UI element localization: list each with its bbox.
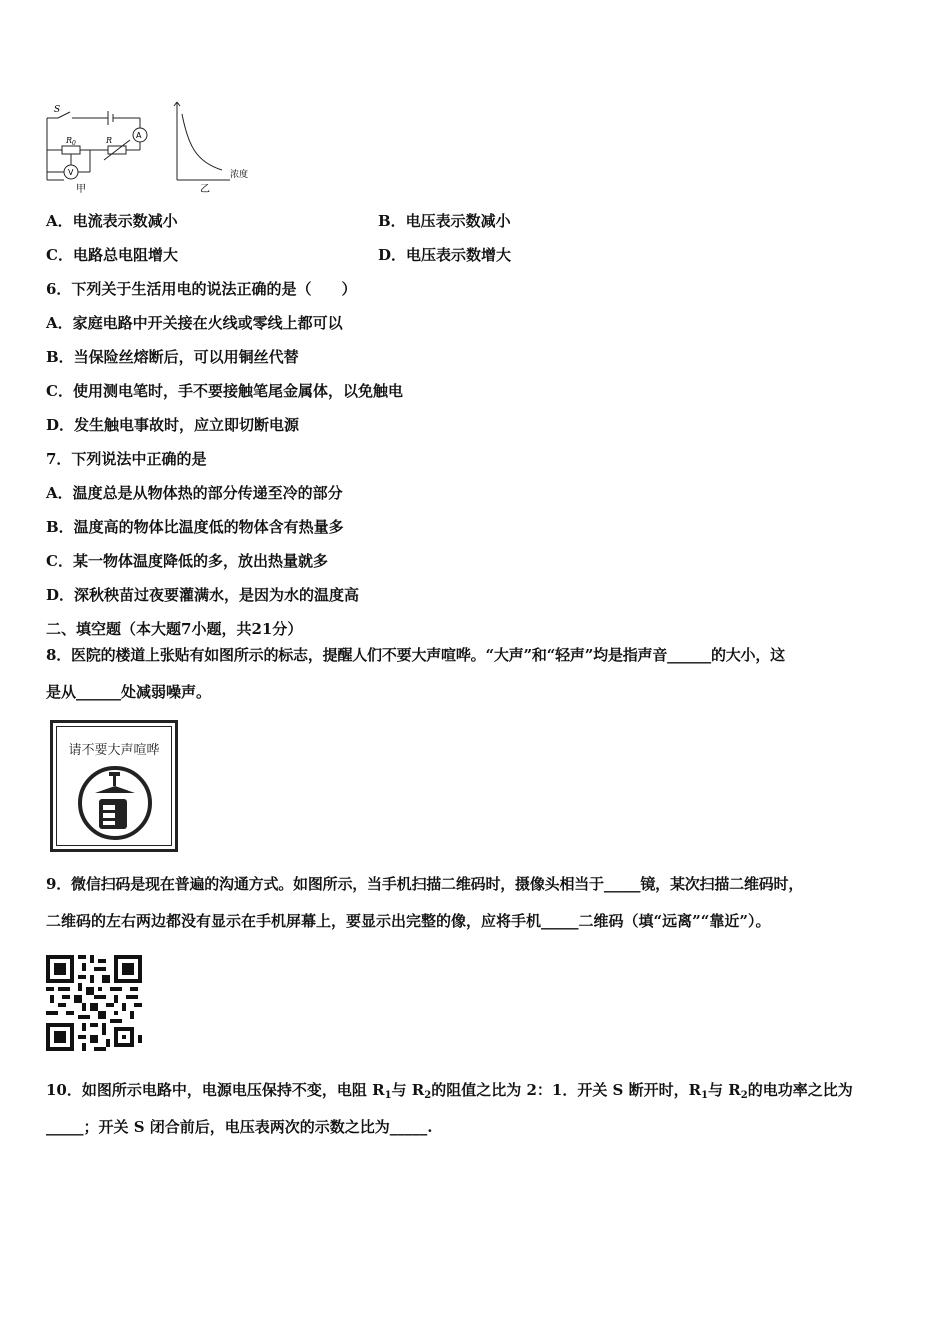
q9-line-1: 9．微信扫码是现在普遍的沟通方式。如图所示，当手机扫描二维码时，摄像头相当于_____镜，某次扫描二维码时， [46, 875, 804, 893]
quiet-sign-figure [50, 720, 178, 852]
q5-option-d: D．电压表示数增大 [378, 246, 512, 264]
q6-stem: 6．下列关于生活用电的说法正确的是（ ） [46, 280, 357, 298]
concentration-graph-figure [170, 100, 260, 195]
figure-yi-label: 乙 [200, 184, 210, 195]
qr-code-figure [46, 955, 142, 1051]
figure-jia-label: 甲 [76, 184, 86, 195]
q6-option-d: D．发生触电事故时，应立即切断电源 [46, 416, 300, 434]
q6-option-a: A．家庭电路中开关接在火线或零线上都可以 [46, 314, 343, 332]
circuit-diagram-figure [40, 100, 160, 195]
quiet-sign-icon [69, 763, 161, 843]
switch-label: S [54, 105, 61, 115]
q7-option-d: D．深秋秧苗过夜要灌满水，是因为水的温度高 [46, 586, 360, 604]
q5-option-c: C．电路总电阻增大 [46, 246, 178, 264]
q5-option-b: B．电压表示数减小 [378, 212, 511, 230]
q6-option-c: C．使用测电笔时，手不要接触笔尾金属体，以免触电 [46, 382, 403, 400]
q6-option-b: B．当保险丝熔断后，可以用铜丝代替 [46, 348, 299, 366]
q10-line-1: 10．如图所示电路中，电源电压保持不变，电阻 $R_1$与 $R_2$的阻值之比为 2：1．开关 S 断开时，$R_1$与 $R_2$的电功率之比为 [46, 1081, 853, 1101]
q8-line-2: 是从______处减弱噪声。 [46, 683, 212, 701]
q7-option-c: C．某一物体温度降低的多，放出热量就多 [46, 552, 328, 570]
r-label: R [106, 136, 113, 145]
voltmeter-label: V [68, 168, 74, 177]
q5-option-a: A．电流表示数减小 [46, 212, 178, 230]
ammeter-label: A [136, 131, 142, 140]
section-fill-in-heading: 二、填空题（本大题7小题，共21分） [46, 620, 303, 638]
q9-line-2: 二维码的左右两边都没有显示在手机屏幕上，要显示出完整的像，应将手机_____二维码（填“远离”“靠近”）。 [46, 912, 771, 930]
q7-option-b: B．温度高的物体比温度低的物体含有热量多 [46, 518, 344, 536]
q8-line-1: 8．医院的楼道上张贴有如图所示的标志，提醒人们不要大声喧哗。“大声”和“轻声”均是指声音______的大小，这 [46, 646, 785, 664]
q7-stem: 7．下列说法中正确的是 [46, 450, 207, 468]
quiet-sign-text: 请不要大声喧哗 [68, 743, 160, 758]
axis-concentration-label: 浓度 [230, 170, 249, 180]
q7-option-a: A．温度总是从物体热的部分传递至冷的部分 [46, 484, 343, 502]
q10-line-2: _____；开关 S 闭合前后，电压表两次的示数之比为_____. [46, 1118, 433, 1136]
r0-label: $R_0$ [66, 136, 76, 147]
